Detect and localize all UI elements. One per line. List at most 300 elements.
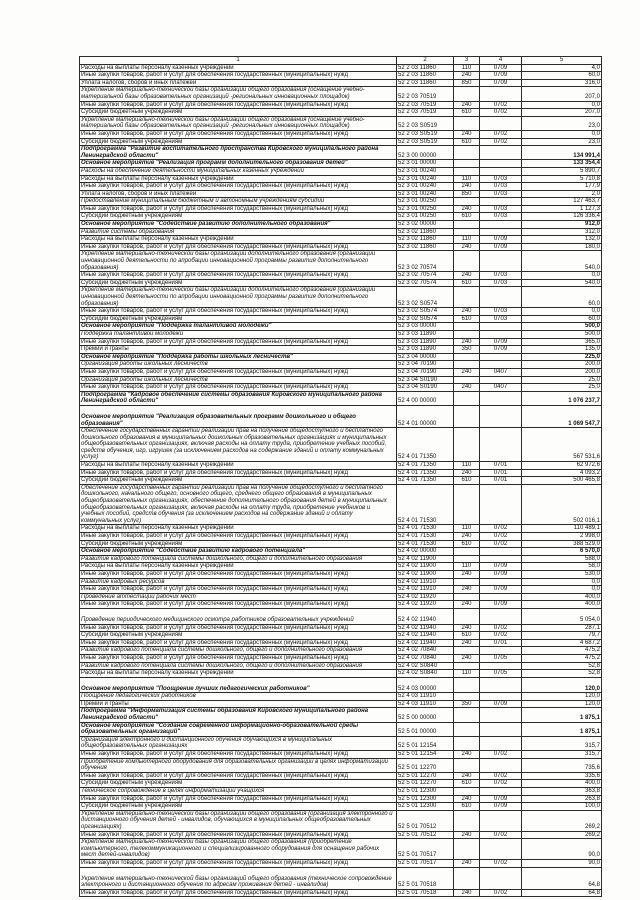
amount-cell: 315,7: [522, 751, 602, 759]
row-name-cell: Основное мероприятие "Поддержка талантливой молодежи": [80, 323, 397, 331]
table-row: [80, 346, 602, 354]
expense-type-cell: [454, 548, 480, 556]
row-name-cell: Субсидии бюджетным учреждениям: [80, 477, 397, 485]
section-code-cell: [480, 405, 522, 427]
expense-type-cell: 240: [454, 601, 480, 609]
row-name-cell: Основное мероприятие "Реализация программ дополнительного образования детей": [80, 160, 397, 168]
amount-cell: 23,0: [522, 116, 602, 130]
amount-cell: 58,0: [522, 563, 602, 571]
column-number-code: 2: [397, 57, 454, 65]
expense-type-cell: 610: [454, 477, 480, 485]
table-row: [80, 130, 602, 138]
expense-type-cell: [454, 839, 480, 860]
row-name-cell: Уплата налогов, сборов и иных платежей: [80, 190, 397, 198]
expense-type-cell: [454, 146, 480, 160]
amount-cell: 1 127,3: [522, 205, 602, 213]
section-code-cell: 0702: [480, 138, 522, 146]
target-code-cell: 52 5 01 70518: [397, 867, 454, 889]
target-code-cell: 52 3 03 00000: [397, 323, 454, 331]
amount-cell: 287,1: [522, 624, 602, 632]
amount-cell: 400,0: [522, 780, 602, 788]
section-code-cell: 0709: [480, 700, 522, 708]
target-code-cell: 52 3 01 00250: [397, 198, 454, 206]
target-code-cell: 52 4 03 11910: [397, 693, 454, 701]
expense-type-cell: 610: [454, 138, 480, 146]
row-name-cell: Организация работы школьных лесничеств: [80, 361, 397, 369]
section-code-cell: [480, 287, 522, 308]
amount-cell: 388 529,0: [522, 540, 602, 548]
row-name-cell: Укрепление материально-технической базы организаций дополнительного образования (организации инновационной деятельности по апробации инновационной программы развития дополнительного образования): [80, 287, 397, 308]
amount-cell: 1 076 237,7: [522, 391, 602, 405]
section-code-cell: [480, 867, 522, 889]
amount-cell: 4,0: [522, 64, 602, 72]
section-code-cell: 0709: [480, 338, 522, 346]
expense-type-cell: [454, 788, 480, 796]
section-code-cell: 0709: [480, 346, 522, 354]
amount-cell: 316,0: [522, 79, 602, 87]
table-row: [80, 555, 602, 563]
amount-cell: 64,8: [522, 889, 602, 897]
amount-cell: 132,0: [522, 236, 602, 244]
row-name-cell: Основное мероприятие "Поддержка работы школьных лесничеств": [80, 353, 397, 361]
table-row: [80, 722, 602, 736]
section-code-cell: [480, 167, 522, 175]
expense-type-cell: 110: [454, 175, 480, 183]
column-number-section: 4: [480, 57, 522, 65]
target-code-cell: 52 3 02 S0574: [397, 308, 454, 316]
table-row: [80, 315, 602, 323]
row-name-cell: Расходы на выплаты персоналу казенных учреждений: [80, 236, 397, 244]
table-row: [80, 251, 602, 272]
section-code-cell: [480, 330, 522, 338]
expense-type-cell: 240: [454, 130, 480, 138]
expense-type-cell: 240: [454, 624, 480, 632]
expense-type-cell: 240: [454, 795, 480, 803]
section-code-cell: [480, 353, 522, 361]
amount-cell: 500 465,8: [522, 477, 602, 485]
table-row: [80, 889, 602, 897]
target-code-cell: 52 4 02 00000: [397, 548, 454, 556]
section-code-cell: 0709: [480, 570, 522, 578]
column-number-row: [80, 57, 602, 65]
target-code-cell: 52 4 02 11910: [397, 578, 454, 586]
expense-type-cell: 240: [454, 772, 480, 780]
table-row: [80, 183, 602, 191]
target-code-cell: 52 5 01 12270: [397, 780, 454, 788]
section-code-cell: 0703: [480, 272, 522, 280]
table-row: [80, 361, 602, 369]
target-code-cell: 52 4 01 71350: [397, 462, 454, 470]
target-code-cell: 52 5 01 70517: [397, 859, 454, 867]
target-code-cell: 52 4 00 00000: [397, 391, 454, 405]
target-code-cell: 52 5 01 00000: [397, 722, 454, 736]
table-row: [80, 272, 602, 280]
section-code-cell: [480, 198, 522, 206]
row-name-cell: Укрепление материально-технической базы организаций общего образования (приобретение компьютерного, телекоммуникационного и специализированного оборудования для оснащения рабочих мест детей-инвалидов): [80, 839, 397, 860]
column-number-expense-type: 3: [454, 57, 480, 65]
section-code-cell: [480, 677, 522, 693]
target-code-cell: 52 5 01 12154: [397, 736, 454, 750]
row-name-cell: Иные закупки товаров, работ и услуг для обеспечения государственных (муниципальных) нужд: [80, 469, 397, 477]
amount-cell: 90,0: [522, 839, 602, 860]
section-code-cell: 0407: [480, 384, 522, 392]
expense-type-cell: 240: [454, 101, 480, 109]
row-name-cell: Подпрограмма "Кадровое обеспечение системы образования Кировского муниципального района Ленинградской области": [80, 391, 397, 405]
target-code-cell: 52 5 01 12300: [397, 795, 454, 803]
section-code-cell: 0709: [480, 72, 522, 80]
table-row: [80, 213, 602, 221]
expense-type-cell: 240: [454, 570, 480, 578]
section-code-cell: [480, 662, 522, 670]
expense-type-cell: 240: [454, 654, 480, 662]
target-code-cell: 52 4 02 11940: [397, 624, 454, 632]
amount-cell: 120,0: [522, 693, 602, 701]
expense-type-cell: 240: [454, 469, 480, 477]
amount-cell: 365,0: [522, 338, 602, 346]
table-row: [80, 578, 602, 586]
row-name-cell: Организация работы школьных лесничеств: [80, 376, 397, 384]
row-name-cell: Расходы на выплаты персоналу казенных учреждений: [80, 670, 397, 678]
section-code-cell: [480, 758, 522, 772]
expense-type-cell: [454, 810, 480, 831]
target-code-cell: 52 4 03 11910: [397, 700, 454, 708]
table-row: [80, 693, 602, 701]
row-name-cell: Иные закупки товаров, работ и услуг для обеспечения государственных (муниципальных) нужд: [80, 183, 397, 191]
target-code-cell: 52 3 02 00000: [397, 221, 454, 229]
expense-type-cell: [454, 323, 480, 331]
expense-type-cell: [454, 578, 480, 586]
row-name-cell: Расходы на выплаты персоналу казенных учреждений: [80, 563, 397, 571]
expense-type-cell: 240: [454, 384, 480, 392]
expense-type-cell: [454, 391, 480, 405]
row-name-cell: Субсидии бюджетным учреждениям: [80, 213, 397, 221]
expense-type-cell: 610: [454, 540, 480, 548]
section-code-cell: 0709: [480, 586, 522, 594]
amount-cell: 1 875,1: [522, 708, 602, 722]
amount-cell: 200,0: [522, 368, 602, 376]
amount-cell: 500,0: [522, 330, 602, 338]
section-code-cell: 0709: [480, 803, 522, 811]
target-code-cell: 52 5 01 12154: [397, 751, 454, 759]
amount-cell: 335,6: [522, 772, 602, 780]
expense-type-cell: 240: [454, 586, 480, 594]
target-code-cell: 52 4 01 71530: [397, 540, 454, 548]
section-code-cell: [480, 810, 522, 831]
table-row: [80, 751, 602, 759]
target-code-cell: 52 4 01 00000: [397, 405, 454, 427]
section-code-cell: 0702: [480, 101, 522, 109]
amount-cell: 127 463,7: [522, 198, 602, 206]
row-name-cell: Развитие кадрового потенциала системы дошкольного, общего и дополнительного образования: [80, 555, 397, 563]
table-row: [80, 548, 602, 556]
row-name-cell: Расходы на выплаты персоналу казенных учреждений: [80, 462, 397, 470]
expense-type-cell: 610: [454, 279, 480, 287]
amount-cell: 2,0: [522, 190, 602, 198]
amount-cell: 0,0: [522, 578, 602, 586]
table-row: [80, 353, 602, 361]
target-code-cell: 52 4 02 11910: [397, 586, 454, 594]
target-code-cell: 52 3 01 00240: [397, 175, 454, 183]
table-row: [80, 384, 602, 392]
section-code-cell: 0703: [480, 175, 522, 183]
table-row: [80, 462, 602, 470]
section-code-cell: [480, 839, 522, 860]
row-name-cell: Расходы на выплаты персоналу казенных учреждений: [80, 64, 397, 72]
section-code-cell: [480, 251, 522, 272]
table-row: [80, 338, 602, 346]
row-name-cell: Приобретение компьютерного оборудования для образовательных организаций в целях информатизации обучения: [80, 758, 397, 772]
table-row: [80, 477, 602, 485]
amount-cell: 60,0: [522, 287, 602, 308]
expense-type-cell: [454, 555, 480, 563]
target-code-cell: 52 4 02 11920: [397, 593, 454, 601]
row-name-cell: Субсидии бюджетным учреждениям: [80, 540, 397, 548]
section-code-cell: [480, 361, 522, 369]
table-row: [80, 190, 602, 198]
table-row: [80, 758, 602, 772]
row-name-cell: Уплата налогов, сборов и иных платежей: [80, 79, 397, 87]
table-row: [80, 167, 602, 175]
row-name-cell: Иные закупки товаров, работ и услуг для обеспечения государственных (муниципальных) нужд: [80, 101, 397, 109]
target-code-cell: 52 3 02 70574: [397, 251, 454, 272]
target-code-cell: 52 3 03 11890: [397, 346, 454, 354]
amount-cell: 5 710,8: [522, 175, 602, 183]
expense-type-cell: 240: [454, 308, 480, 316]
expense-type-cell: 110: [454, 563, 480, 571]
amount-cell: 23,0: [522, 138, 602, 146]
expense-type-cell: [454, 228, 480, 236]
row-name-cell: Укрепление материально-технической базы организаций общего образования (техническое сопровождение электронного и дистанционного обучения по адресам проживания детей - инвалидов): [80, 867, 397, 889]
target-code-cell: 52 3 02 11860: [397, 243, 454, 251]
amount-cell: 110 489,1: [522, 525, 602, 533]
table-row: [80, 330, 602, 338]
section-code-cell: [480, 693, 522, 701]
expense-type-cell: 240: [454, 205, 480, 213]
table-row: [80, 601, 602, 609]
amount-cell: 502 016,1: [522, 484, 602, 525]
target-code-cell: 52 4 01 71350: [397, 428, 454, 462]
table-row: [80, 64, 602, 72]
table-row: [80, 540, 602, 548]
expense-type-cell: 240: [454, 639, 480, 647]
expense-type-cell: [454, 361, 480, 369]
table-row: [80, 109, 602, 117]
column-number-name: 1: [80, 57, 397, 65]
amount-cell: 5 054,0: [522, 608, 602, 624]
row-name-cell: Расходы на обеспечение деятельности муниципальных казенных учреждений: [80, 167, 397, 175]
amount-cell: 6 570,0: [522, 548, 602, 556]
table-row: [80, 831, 602, 839]
section-code-cell: 0709: [480, 236, 522, 244]
amount-cell: 133 354,4: [522, 160, 602, 168]
section-code-cell: 0705: [480, 670, 522, 678]
table-row: [80, 780, 602, 788]
table-row: [80, 647, 602, 655]
expense-type-cell: 110: [454, 236, 480, 244]
expense-type-cell: 850: [454, 79, 480, 87]
expense-type-cell: 610: [454, 780, 480, 788]
expense-type-cell: [454, 116, 480, 130]
row-name-cell: Укрепление материально-технической базы организаций общего образования (организация электронного и дистанционного обучения детей - инвалидов, обучающихся в муниципальных общеобразовательных организациях): [80, 810, 397, 831]
row-name-cell: Иные закупки товаров, работ и услуг для обеспечения государственных (муниципальных) нужд: [80, 859, 397, 867]
table-row: [80, 700, 602, 708]
target-code-cell: 52 2 03 70519: [397, 87, 454, 101]
table-row: [80, 570, 602, 578]
section-code-cell: [480, 484, 522, 525]
section-code-cell: [480, 228, 522, 236]
section-code-cell: 0709: [480, 795, 522, 803]
section-code-cell: 0703: [480, 213, 522, 221]
section-code-cell: 0701: [480, 462, 522, 470]
amount-cell: 100,0: [522, 803, 602, 811]
amount-cell: 540,0: [522, 279, 602, 287]
table-row: [80, 146, 602, 160]
amount-cell: 735,6: [522, 758, 602, 772]
table-row: [80, 323, 602, 331]
section-code-cell: 0703: [480, 183, 522, 191]
target-code-cell: 52 3 02 S0574: [397, 315, 454, 323]
amount-cell: 64,8: [522, 867, 602, 889]
table-row: [80, 788, 602, 796]
target-code-cell: 52 4 02 70840: [397, 647, 454, 655]
expense-type-cell: [454, 376, 480, 384]
row-name-cell: Развитие системы образования: [80, 228, 397, 236]
target-code-cell: 52 5 01 70512: [397, 831, 454, 839]
section-code-cell: [480, 578, 522, 586]
section-code-cell: [480, 391, 522, 405]
expense-type-cell: 240: [454, 368, 480, 376]
amount-cell: 52,8: [522, 670, 602, 678]
table-row: [80, 101, 602, 109]
target-code-cell: 52 4 02 11940: [397, 632, 454, 640]
expense-type-cell: 350: [454, 700, 480, 708]
expense-type-cell: 610: [454, 109, 480, 117]
section-code-cell: [480, 428, 522, 462]
expense-type-cell: [454, 167, 480, 175]
row-name-cell: Иные закупки товаров, работ и услуг для обеспечения государственных (муниципальных) нужд: [80, 751, 397, 759]
row-name-cell: Иные закупки товаров, работ и услуг для обеспечения государственных (муниципальных) нужд: [80, 654, 397, 662]
amount-cell: 500,0: [522, 323, 602, 331]
amount-cell: 0,0: [522, 308, 602, 316]
amount-cell: 0,0: [522, 272, 602, 280]
table-row: [80, 593, 602, 601]
table-row: [80, 198, 602, 206]
table-row: [80, 228, 602, 236]
row-name-cell: Иные закупки товаров, работ и услуг для обеспечения государственных (муниципальных) нужд: [80, 338, 397, 346]
table-row: [80, 236, 602, 244]
row-name-cell: Иные закупки товаров, работ и услуг для обеспечения государственных (муниципальных) нужд: [80, 384, 397, 392]
row-name-cell: Иные закупки товаров, работ и услуг для обеспечения государственных (муниципальных) нужд: [80, 772, 397, 780]
row-name-cell: Организация электронного и дистанционного обучения обучающихся в муниципальных общеобразовательных организациях: [80, 736, 397, 750]
section-code-cell: 0709: [480, 64, 522, 72]
section-code-cell: 0702: [480, 889, 522, 897]
row-name-cell: Поощрение педагогических работников: [80, 693, 397, 701]
amount-cell: 5 890,7: [522, 167, 602, 175]
target-code-cell: 52 5 01 70518: [397, 889, 454, 897]
table-row: [80, 795, 602, 803]
row-name-cell: Субсидии бюджетным учреждениям: [80, 632, 397, 640]
target-code-cell: 52 2 03 11860: [397, 72, 454, 80]
amount-cell: 25,0: [522, 384, 602, 392]
section-code-cell: 0702: [480, 533, 522, 541]
section-code-cell: 0702: [480, 751, 522, 759]
expense-type-cell: 240: [454, 272, 480, 280]
target-code-cell: 52 4 02 11900: [397, 563, 454, 571]
target-code-cell: 52 4 02 11900: [397, 555, 454, 563]
section-code-cell: [480, 376, 522, 384]
section-code-cell: 0702: [480, 624, 522, 632]
section-code-cell: [480, 221, 522, 229]
table-row: [80, 484, 602, 525]
amount-cell: 567 531,6: [522, 428, 602, 462]
expense-type-cell: [454, 160, 480, 168]
row-name-cell: Иные закупки товаров, работ и услуг для обеспечения государственных (муниципальных) нужд: [80, 243, 397, 251]
section-code-cell: 0702: [480, 831, 522, 839]
section-code-cell: 0407: [480, 368, 522, 376]
expense-type-cell: [454, 287, 480, 308]
table-row: [80, 533, 602, 541]
row-name-cell: Расходы на выплаты персоналу казенных учреждений: [80, 525, 397, 533]
section-code-cell: 0702: [480, 772, 522, 780]
target-code-cell: 52 3 01 00250: [397, 213, 454, 221]
amount-cell: 207,0: [522, 109, 602, 117]
section-code-cell: 0709: [480, 563, 522, 571]
target-code-cell: 52 2 03 11860: [397, 79, 454, 87]
target-code-cell: 52 3 04 70190: [397, 368, 454, 376]
table-row: [80, 405, 602, 427]
section-code-cell: [480, 548, 522, 556]
row-name-cell: Основное мероприятие "Создание современной информационно-образовательной среды образовательных организаций": [80, 722, 397, 736]
section-code-cell: 0702: [480, 859, 522, 867]
target-code-cell: 52 4 02 11900: [397, 570, 454, 578]
amount-cell: 52,8: [522, 662, 602, 670]
table-row: [80, 632, 602, 640]
section-code-cell: 0701: [480, 477, 522, 485]
expense-type-cell: 350: [454, 346, 480, 354]
amount-cell: 135,0: [522, 346, 602, 354]
expense-type-cell: [454, 484, 480, 525]
section-code-cell: [480, 788, 522, 796]
row-name-cell: Основное мероприятие "Содействие развитию кадрового потенциала": [80, 548, 397, 556]
section-code-cell: 0703: [480, 190, 522, 198]
expense-type-cell: 610: [454, 632, 480, 640]
table-row: [80, 803, 602, 811]
target-code-cell: 52 5 00 00000: [397, 708, 454, 722]
expense-type-cell: [454, 198, 480, 206]
row-name-cell: Укрепление материально-технической базы организаций общего образования (оснащение учебно-материальной базы образовательных организаций -региональных инновационных площадок): [80, 116, 397, 130]
section-code-cell: [480, 722, 522, 736]
section-code-cell: [480, 323, 522, 331]
expense-type-cell: [454, 722, 480, 736]
row-name-cell: Иные закупки товаров, работ и услуг для обеспечения государственных (муниципальных) нужд: [80, 570, 397, 578]
section-code-cell: 0703: [480, 308, 522, 316]
target-code-cell: 52 5 01 70517: [397, 839, 454, 860]
table-row: [80, 175, 602, 183]
expense-type-cell: [454, 736, 480, 750]
row-name-cell: Техническое сопровождение в целях информатизации учащихся: [80, 788, 397, 796]
target-code-cell: 52 2 03 S0519: [397, 116, 454, 130]
expense-type-cell: 240: [454, 831, 480, 839]
target-code-cell: 52 5 01 12300: [397, 788, 454, 796]
table-row: [80, 243, 602, 251]
amount-cell: 2 998,0: [522, 533, 602, 541]
row-name-cell: Укрепление материально-технической базы организаций дополнительного образования (организации инновационной деятельности по апробации инновационной программы развития дополнительного образования): [80, 251, 397, 272]
amount-cell: 62 972,6: [522, 462, 602, 470]
section-code-cell: 0705: [480, 654, 522, 662]
table-row: [80, 624, 602, 632]
row-name-cell: Иные закупки товаров, работ и услуг для обеспечения государственных (муниципальных) нужд: [80, 72, 397, 80]
section-code-cell: [480, 555, 522, 563]
